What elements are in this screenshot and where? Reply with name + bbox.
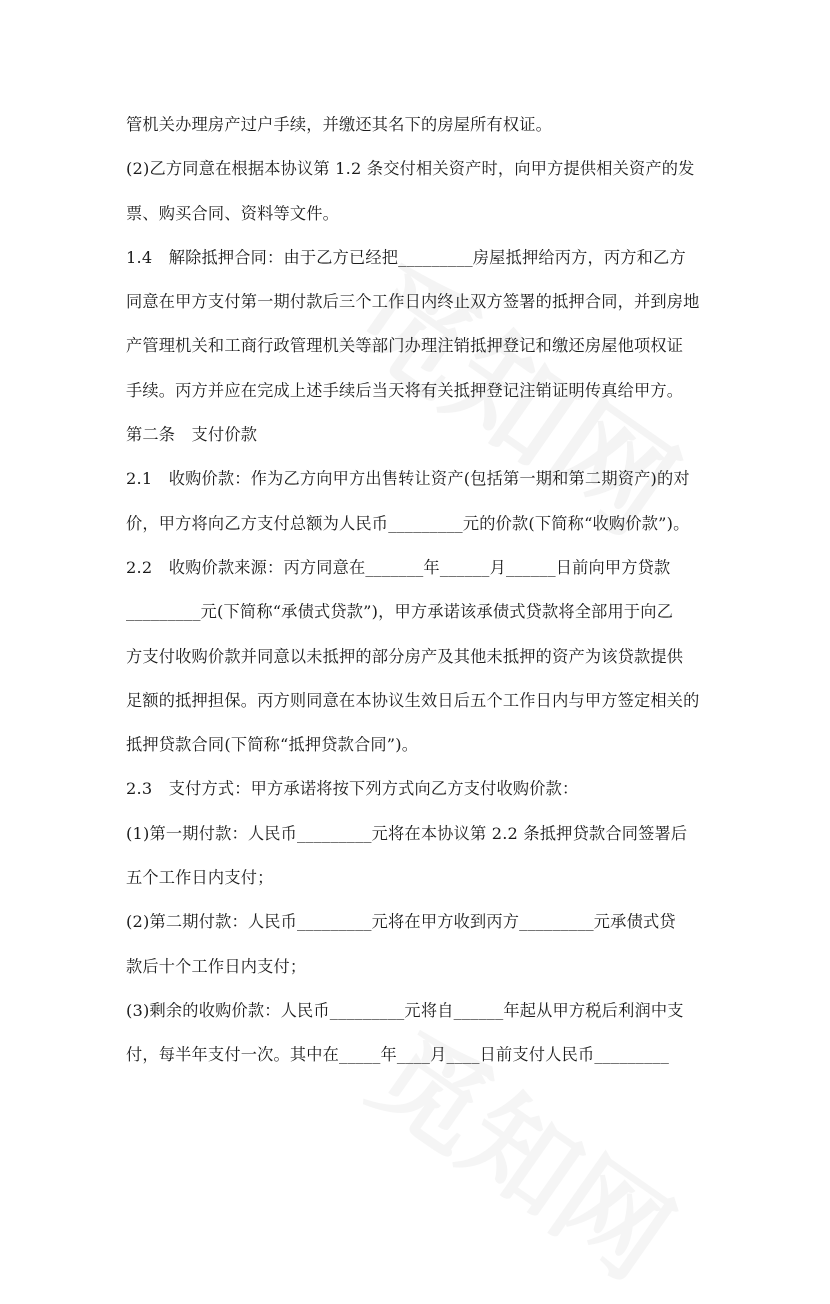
- text-line: (2)乙方同意在根据本协议第 1.2 条交付相关资产时，向甲方提供相关资产的发: [126, 159, 695, 179]
- text-line: 1.4 解除抵押合同：由于乙方已经把_________房屋抵押给丙方，丙方和乙方: [126, 247, 686, 267]
- document-body: [126, 108, 710, 1083]
- text-line: 抵押贷款合同(下简称“抵押贷款合同”)。: [126, 735, 419, 755]
- text-line: 方支付收购价款并同意以未抵押的部分房产及其他未抵押的资产为该贷款提供: [126, 646, 684, 666]
- text-line: 五个工作日内支付；: [126, 868, 274, 888]
- text-line: 价，甲方将向乙方支付总额为人民币_________元的价款(下简称“收购价款”)。: [126, 513, 690, 533]
- text-line: 款后十个工作日内支付；: [126, 956, 307, 976]
- text-line: (2)第二期付款：人民币_________元将在甲方收到丙方_________元承债式贷: [126, 912, 676, 932]
- text-line: (1)第一期付款：人民币_________元将在本协议第 2.2 条抵押贷款合同签署后: [126, 823, 688, 843]
- section-heading: 第二条 支付价款: [126, 425, 258, 445]
- text-line: 手续。丙方并应在完成上述手续后当天将有关抵押登记注销证明传真给甲方。: [126, 380, 684, 400]
- text-line: 付，每半年支付一次。其中在_____年____月____日前支付人民币_________: [126, 1045, 669, 1065]
- text-line: 足额的抵押担保。丙方则同意在本协议生效日后五个工作日内与甲方签定相关的: [126, 690, 700, 710]
- text-line: 2.1 收购价款：作为乙方向甲方出售转让资产(包括第一期和第二期资产)的对: [126, 469, 690, 489]
- text-line: 产管理机关和工商行政管理机关等部门办理注销抵押登记和缴还房屋他项权证: [126, 336, 684, 356]
- text-line: 同意在甲方支付第一期付款后三个工作日内终止双方签署的抵押合同，并到房地: [126, 292, 700, 312]
- text-line: (3)剩余的收购价款：人民币_________元将自______年起从甲方税后利润中支: [126, 1000, 684, 1020]
- text-line: _________元(下简称“承债式贷款”)，甲方承诺该承债式贷款将全部用于向乙: [126, 602, 674, 622]
- text-line: 管机关办理房产过户手续，并缴还其名下的房屋所有权证。: [126, 115, 553, 134]
- text-line: 票、购买合同、资料等文件。: [126, 203, 340, 223]
- text-line: 2.3 支付方式：甲方承诺将按下列方式向乙方支付收购价款：: [126, 779, 579, 799]
- text-line: 2.2 收购价款来源：丙方同意在_______年______月______日前向甲方贷款: [126, 557, 671, 577]
